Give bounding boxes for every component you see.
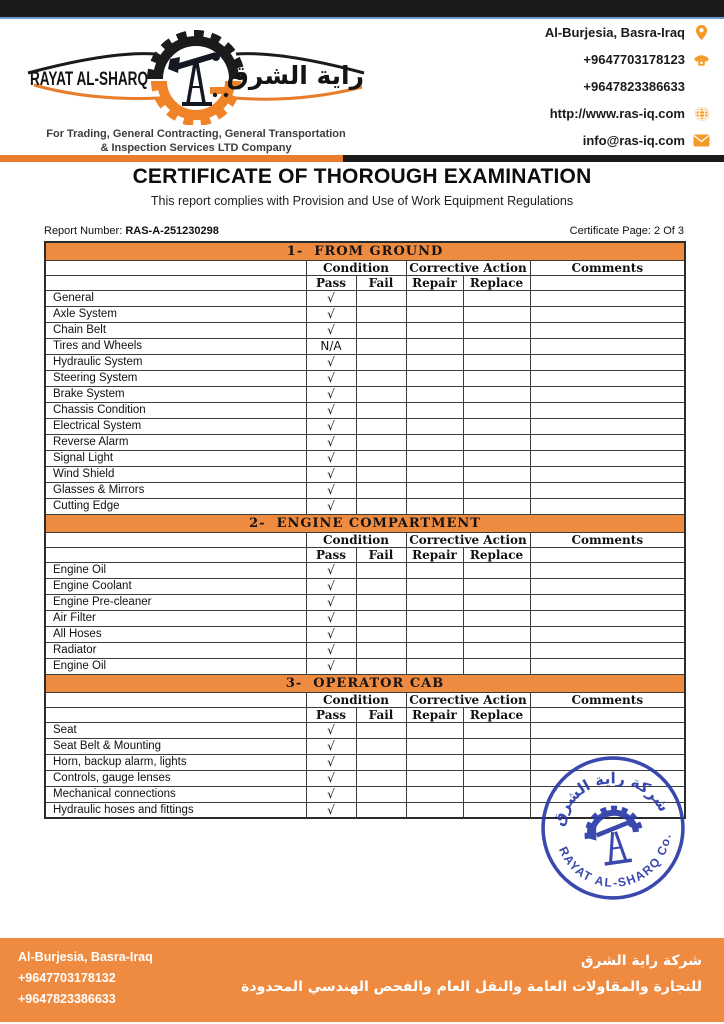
pass-mark: √	[306, 658, 356, 674]
replace-cell	[463, 418, 530, 434]
fail-cell	[356, 562, 406, 578]
corrective-action-header: Corrective Action	[406, 260, 530, 275]
company-name-en: RAYAT AL-SHARQ	[30, 69, 148, 90]
repair-cell	[406, 434, 463, 450]
inspection-row	[45, 386, 685, 402]
top-black-bar	[0, 0, 724, 19]
fail-cell	[356, 354, 406, 370]
phone-icon	[693, 51, 710, 68]
item-label: Chassis Condition	[45, 402, 306, 418]
fail-cell	[356, 610, 406, 626]
pass-mark: √	[306, 306, 356, 322]
stamp-arabic-text: شركة راية الشرق	[549, 769, 673, 828]
inspection-row	[45, 306, 685, 322]
pass-mark: √	[306, 370, 356, 386]
stamp-english-text: RAYAT AL-SHARQ Co.	[556, 832, 674, 890]
inspection-row	[45, 482, 685, 498]
repair-cell	[406, 642, 463, 658]
page-title: CERTIFICATE OF THOROUGH EXAMINATION	[132, 165, 592, 188]
replace-header: Replace	[463, 707, 530, 722]
replace-cell	[463, 610, 530, 626]
stamp-pumpjack-icon	[585, 819, 641, 866]
footer-company-arabic	[241, 948, 702, 1000]
fail-cell	[356, 594, 406, 610]
inspection-row	[45, 434, 685, 450]
inspection-row	[45, 594, 685, 610]
repair-cell	[406, 562, 463, 578]
envelope-icon	[693, 132, 710, 149]
fail-cell	[356, 338, 406, 354]
replace-cell	[463, 290, 530, 306]
replace-cell	[463, 482, 530, 498]
contact-address-text: Al-Burjesia, Basra-Iraq	[544, 25, 685, 40]
repair-header: Repair	[406, 707, 463, 722]
fail-cell	[356, 754, 406, 770]
inspection-row	[45, 562, 685, 578]
report-number-label: Report Number:	[44, 225, 123, 237]
repair-cell	[406, 338, 463, 354]
item-label: All Hoses	[45, 626, 306, 642]
footer-company-ar-line2: للتجارة والمقاولات العامة والنقل العام والفحص الهندسي المحدودة	[241, 979, 702, 995]
section-header-row	[45, 514, 685, 532]
pass-mark: √	[306, 482, 356, 498]
pass-mark: √	[306, 626, 356, 642]
comments-cell	[530, 482, 685, 498]
certificate-page-indicator: Certificate Page: 2 Of 3	[569, 225, 684, 237]
company-stamp	[537, 752, 689, 904]
replace-cell	[463, 770, 530, 786]
replace-cell	[463, 786, 530, 802]
globe-icon	[693, 105, 710, 122]
condition-header: Condition	[306, 260, 406, 275]
replace-header: Replace	[463, 547, 530, 562]
empty-header-cell	[45, 707, 306, 722]
item-label: Electrical System	[45, 418, 306, 434]
repair-header: Repair	[406, 275, 463, 290]
item-label: Controls, gauge lenses	[45, 770, 306, 786]
pass-mark: √	[306, 498, 356, 514]
replace-cell	[463, 642, 530, 658]
item-label: Engine Oil	[45, 658, 306, 674]
comments-cell	[530, 466, 685, 482]
replace-cell	[463, 450, 530, 466]
fail-cell	[356, 322, 406, 338]
comments-cell	[530, 658, 685, 674]
comments-cell	[530, 434, 685, 450]
pass-mark: √	[306, 386, 356, 402]
repair-cell	[406, 578, 463, 594]
inspection-row	[45, 610, 685, 626]
item-label: Chain Belt	[45, 322, 306, 338]
repair-cell	[406, 770, 463, 786]
comments-cell	[530, 594, 685, 610]
comments-cell	[530, 418, 685, 434]
item-label: Radiator	[45, 642, 306, 658]
pass-mark: √	[306, 770, 356, 786]
item-label: Brake System	[45, 386, 306, 402]
fail-cell	[356, 738, 406, 754]
pass-mark: √	[306, 434, 356, 450]
contact-website-text: http://www.ras-iq.com	[549, 106, 685, 121]
replace-cell	[463, 658, 530, 674]
item-label: Engine Coolant	[45, 578, 306, 594]
tagline-line2: & Inspection Services LTD Company	[100, 142, 292, 154]
replace-cell	[463, 322, 530, 338]
contact-phone2-text: +9647823386633	[583, 79, 685, 94]
inspection-row	[45, 578, 685, 594]
comments-header: Comments	[530, 692, 685, 707]
footer-company-ar-line1: شركة راية الشرق	[581, 953, 702, 969]
replace-cell	[463, 578, 530, 594]
empty-header-cell	[45, 692, 306, 707]
inspection-row	[45, 466, 685, 482]
pass-mark: √	[306, 802, 356, 818]
comments-cell	[530, 642, 685, 658]
fail-cell	[356, 306, 406, 322]
column-group-header-row	[45, 260, 685, 275]
pass-mark: √	[306, 466, 356, 482]
section-header-row	[45, 674, 685, 692]
comments-cell	[530, 290, 685, 306]
item-label: Engine Pre-cleaner	[45, 594, 306, 610]
comments-cell	[530, 626, 685, 642]
pass-mark: √	[306, 418, 356, 434]
condition-header: Condition	[306, 532, 406, 547]
footer-address: Al-Burjesia, Basra-Iraq	[18, 950, 153, 964]
location-pin-icon	[693, 24, 710, 41]
pass-mark: √	[306, 754, 356, 770]
condition-header: Condition	[306, 692, 406, 707]
pass-mark: √	[306, 594, 356, 610]
contact-phone2	[583, 78, 710, 95]
fail-cell	[356, 418, 406, 434]
pass-mark: √	[306, 354, 356, 370]
fail-cell	[356, 498, 406, 514]
inspection-row	[45, 402, 685, 418]
company-name-ar: راية الشرق	[226, 61, 364, 90]
fail-header: Fail	[356, 547, 406, 562]
fail-cell	[356, 626, 406, 642]
footer-bar	[0, 938, 724, 1022]
fail-cell	[356, 466, 406, 482]
item-label: Mechanical connections	[45, 786, 306, 802]
inspection-row	[45, 626, 685, 642]
contact-phone1-text: +9647703178123	[583, 52, 685, 67]
page-subtitle: This report complies with Provision and Use of Work Equipment Regulations	[150, 194, 574, 208]
report-meta-row	[44, 225, 684, 237]
fail-cell	[356, 642, 406, 658]
pass-mark: √	[306, 738, 356, 754]
inspection-row	[45, 498, 685, 514]
empty-header-cell	[530, 275, 685, 290]
corrective-action-header: Corrective Action	[406, 532, 530, 547]
comments-cell	[530, 386, 685, 402]
pass-mark: √	[306, 642, 356, 658]
comments-header: Comments	[530, 532, 685, 547]
fail-cell	[356, 658, 406, 674]
inspection-row	[45, 418, 685, 434]
item-label: Engine Oil	[45, 562, 306, 578]
contact-email	[583, 132, 710, 149]
repair-cell	[406, 354, 463, 370]
footer-contact	[18, 947, 153, 1010]
comments-cell	[530, 306, 685, 322]
section-title: 1- FROM GROUND	[45, 242, 685, 260]
replace-cell	[463, 722, 530, 738]
inspection-row	[45, 290, 685, 306]
comments-cell	[530, 370, 685, 386]
empty-header-cell	[45, 532, 306, 547]
comments-cell	[530, 402, 685, 418]
replace-cell	[463, 386, 530, 402]
comments-cell	[530, 450, 685, 466]
pass-header: Pass	[306, 275, 356, 290]
item-label: Tires and Wheels	[45, 338, 306, 354]
item-label: Glasses & Mirrors	[45, 482, 306, 498]
replace-cell	[463, 562, 530, 578]
pass-mark: √	[306, 290, 356, 306]
column-group-header-row	[45, 532, 685, 547]
replace-cell	[463, 466, 530, 482]
pass-mark: √	[306, 450, 356, 466]
comments-header: Comments	[530, 260, 685, 275]
repair-cell	[406, 610, 463, 626]
column-group-header-row	[45, 692, 685, 707]
fail-cell	[356, 722, 406, 738]
pass-mark: √	[306, 322, 356, 338]
pass-header: Pass	[306, 547, 356, 562]
comments-cell	[530, 722, 685, 738]
comments-cell	[530, 498, 685, 514]
repair-cell	[406, 722, 463, 738]
replace-cell	[463, 434, 530, 450]
report-number	[44, 225, 219, 237]
repair-cell	[406, 306, 463, 322]
empty-header-cell	[45, 547, 306, 562]
footer-phone2: +9647823386633	[18, 992, 116, 1006]
contact-website	[550, 105, 710, 122]
replace-cell	[463, 594, 530, 610]
section-header-row	[45, 242, 685, 260]
inspection-row	[45, 722, 685, 738]
contact-email-text: info@ras-iq.com	[582, 133, 685, 148]
replace-cell	[463, 498, 530, 514]
fail-cell	[356, 402, 406, 418]
icon-placeholder	[693, 78, 710, 95]
inspection-row	[45, 658, 685, 674]
section-title: 2- ENGINE COMPARTMENT	[45, 514, 685, 532]
company-tagline	[10, 127, 382, 155]
replace-cell	[463, 626, 530, 642]
repair-header: Repair	[406, 547, 463, 562]
pass-mark: √	[306, 722, 356, 738]
fail-cell	[356, 290, 406, 306]
inspection-row	[45, 338, 685, 354]
column-header-row	[45, 275, 685, 290]
fail-cell	[356, 802, 406, 818]
item-label: Signal Light	[45, 450, 306, 466]
item-label: Seat	[45, 722, 306, 738]
fail-cell	[356, 434, 406, 450]
item-label: Hydraulic System	[45, 354, 306, 370]
inspection-row	[45, 450, 685, 466]
replace-header: Replace	[463, 275, 530, 290]
repair-cell	[406, 626, 463, 642]
repair-cell	[406, 386, 463, 402]
repair-cell	[406, 482, 463, 498]
comments-cell	[530, 578, 685, 594]
replace-cell	[463, 402, 530, 418]
fail-cell	[356, 578, 406, 594]
repair-cell	[406, 418, 463, 434]
contact-address	[545, 24, 710, 41]
fail-header: Fail	[356, 707, 406, 722]
repair-cell	[406, 594, 463, 610]
column-header-row	[45, 547, 685, 562]
repair-cell	[406, 450, 463, 466]
inspection-row	[45, 322, 685, 338]
fail-cell	[356, 370, 406, 386]
corrective-action-header: Corrective Action	[406, 692, 530, 707]
replace-cell	[463, 370, 530, 386]
empty-header-cell	[45, 275, 306, 290]
contact-phone1	[583, 51, 710, 68]
item-label: Cutting Edge	[45, 498, 306, 514]
fail-cell	[356, 450, 406, 466]
pass-mark: √	[306, 786, 356, 802]
comments-cell	[530, 610, 685, 626]
repair-cell	[406, 290, 463, 306]
replace-cell	[463, 754, 530, 770]
fail-cell	[356, 770, 406, 786]
item-label: Horn, backup alarm, lights	[45, 754, 306, 770]
orange-black-divider	[0, 155, 724, 162]
repair-cell	[406, 466, 463, 482]
item-label: Hydraulic hoses and fittings	[45, 802, 306, 818]
fail-cell	[356, 386, 406, 402]
empty-header-cell	[45, 260, 306, 275]
replace-cell	[463, 306, 530, 322]
comments-cell	[530, 562, 685, 578]
section-title: 3- OPERATOR CAB	[45, 674, 685, 692]
repair-cell	[406, 322, 463, 338]
item-label: General	[45, 290, 306, 306]
pass-mark: √	[306, 402, 356, 418]
repair-cell	[406, 370, 463, 386]
item-label: Reverse Alarm	[45, 434, 306, 450]
pass-mark: √	[306, 578, 356, 594]
item-label: Air Filter	[45, 610, 306, 626]
column-header-row	[45, 707, 685, 722]
comments-cell	[530, 322, 685, 338]
item-label: Seat Belt & Mounting	[45, 738, 306, 754]
replace-cell	[463, 802, 530, 818]
report-number-value: RAS-A-251230298	[125, 225, 219, 237]
inspection-row	[45, 370, 685, 386]
pass-mark: √	[306, 610, 356, 626]
inspection-row	[45, 642, 685, 658]
fail-header: Fail	[356, 275, 406, 290]
replace-cell	[463, 738, 530, 754]
company-logo-block	[10, 21, 382, 155]
replace-cell	[463, 338, 530, 354]
repair-cell	[406, 738, 463, 754]
pass-header: Pass	[306, 707, 356, 722]
empty-header-cell	[530, 707, 685, 722]
pass-mark: √	[306, 562, 356, 578]
fail-cell	[356, 786, 406, 802]
repair-cell	[406, 754, 463, 770]
logo-gear-icon	[154, 37, 238, 119]
repair-cell	[406, 402, 463, 418]
repair-cell	[406, 786, 463, 802]
item-label: Wind Shield	[45, 466, 306, 482]
repair-cell	[406, 658, 463, 674]
repair-cell	[406, 802, 463, 818]
pass-mark: N/A	[306, 338, 356, 354]
inspection-table	[44, 241, 686, 819]
header-contact-info	[545, 24, 710, 149]
replace-cell	[463, 354, 530, 370]
item-label: Steering System	[45, 370, 306, 386]
tagline-line1: For Trading, General Contracting, General Transportation	[46, 128, 346, 140]
repair-cell	[406, 498, 463, 514]
comments-cell	[530, 338, 685, 354]
item-label: Axle System	[45, 306, 306, 322]
footer-phone1: +9647703178132	[18, 971, 116, 985]
empty-header-cell	[530, 547, 685, 562]
fail-cell	[356, 482, 406, 498]
comments-cell	[530, 354, 685, 370]
company-logo	[20, 21, 372, 125]
inspection-row	[45, 354, 685, 370]
